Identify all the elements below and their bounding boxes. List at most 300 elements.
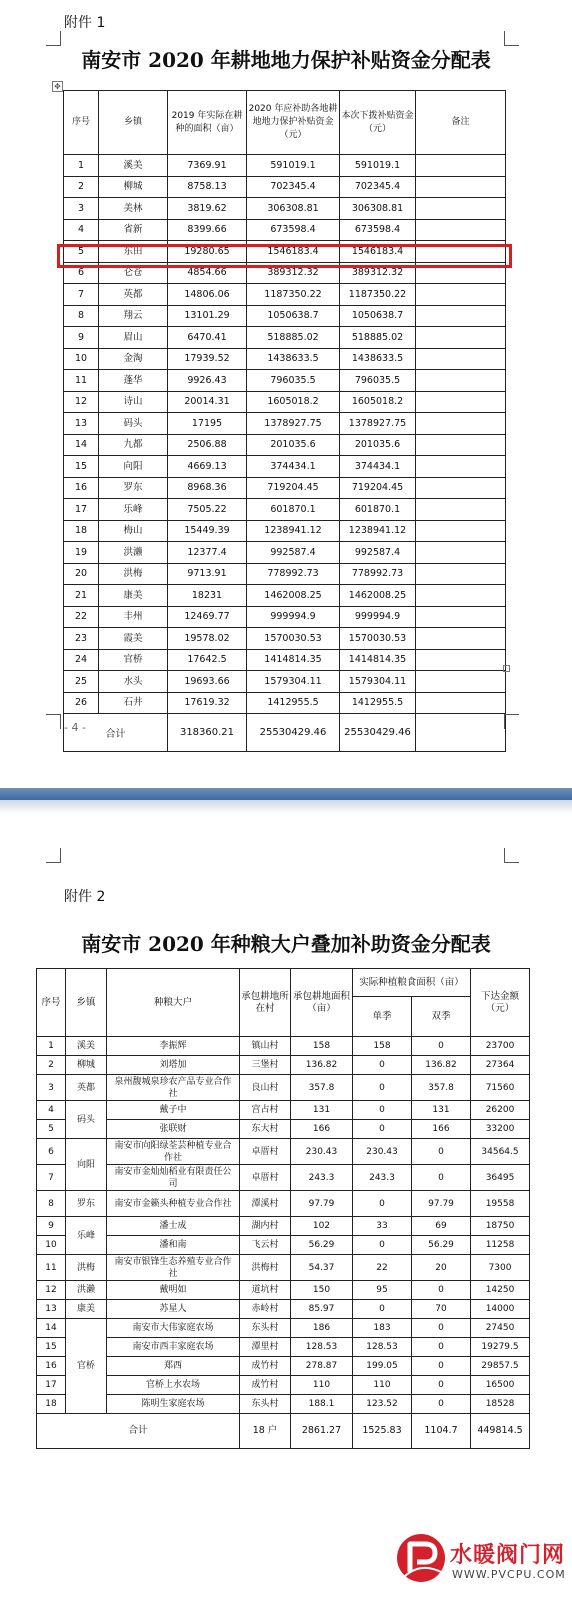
col-header-contract-area: 承包耕地面积（亩） (291, 969, 353, 1037)
cell-town: 乐峰 (66, 1217, 107, 1255)
cell-seq: 8 (37, 1191, 66, 1217)
total-single-season: 1525.83 (353, 1414, 412, 1449)
cell-grower: 戴子中 (107, 1101, 240, 1120)
cell-seq: 9 (37, 1217, 66, 1236)
cell-grower: 南安市银锋生态养殖专业合作社 (107, 1255, 240, 1281)
cell-allocated-funds: 719204.45 (340, 477, 416, 499)
cell-contract-area: 188.1 (291, 1395, 353, 1414)
cell-single-season: 183 (353, 1319, 412, 1338)
total-label: 合计 (64, 714, 168, 752)
cell-seq: 23 (64, 628, 99, 650)
cell-town: 罗东 (99, 477, 168, 499)
col-header-seq: 序号 (37, 969, 66, 1037)
cell-double-season: 0 (412, 1139, 471, 1165)
page-corner-mark (504, 31, 519, 46)
cell-amount: 19279.5 (471, 1338, 530, 1357)
cell-town: 洪濑 (99, 542, 168, 564)
cell-double-season: 0 (412, 1376, 471, 1395)
cell-amount: 71560 (471, 1075, 530, 1101)
cell-allocated-funds: 1187350.22 (340, 284, 416, 306)
cell-contract-area: 136.82 (291, 1056, 353, 1075)
cell-seq: 24 (64, 649, 99, 671)
cell-area: 3819.62 (168, 198, 247, 220)
cell-area: 13101.29 (168, 305, 247, 327)
cell-seq: 11 (64, 370, 99, 392)
table-row (64, 391, 506, 413)
cell-double-season: 0 (412, 1338, 471, 1357)
cell-area: 20014.31 (168, 391, 247, 413)
cell-village: 成竹村 (240, 1376, 291, 1395)
cell-grower: 戴明如 (107, 1281, 240, 1300)
cell-seq: 25 (64, 671, 99, 693)
cell-seq: 2 (37, 1056, 66, 1075)
total-area: 318360.21 (168, 714, 247, 752)
cell-contract-area: 243.3 (291, 1165, 353, 1191)
cell-area: 4854.66 (168, 262, 247, 284)
cell-double-season: 0 (412, 1395, 471, 1414)
cell-contract-area: 56.29 (291, 1236, 353, 1255)
cell-allocated-funds: 389312.32 (340, 262, 416, 284)
cell-town: 洪濑 (66, 1281, 107, 1300)
cell-area: 17195 (168, 413, 247, 435)
cell-contract-area: 110 (291, 1376, 353, 1395)
cell-seq: 9 (64, 327, 99, 349)
cell-contract-area: 230.43 (291, 1139, 353, 1165)
total-count: 18 户 (240, 1414, 291, 1449)
table-row (37, 1319, 530, 1338)
cell-area: 6470.41 (168, 327, 247, 349)
table-row (37, 1395, 530, 1414)
cell-town: 溪美 (99, 155, 168, 177)
cell-village: 洪梅村 (240, 1255, 291, 1281)
cell-double-season: 20 (412, 1255, 471, 1281)
cell-area: 12377.4 (168, 542, 247, 564)
cell-grower: 泉州馥城泉珍农产品专业合作社 (107, 1075, 240, 1101)
cell-area: 14806.06 (168, 284, 247, 306)
cell-grower: 陈明生家庭农场 (107, 1395, 240, 1414)
cell-seq: 15 (37, 1338, 66, 1357)
cell-allocated-funds: 1605018.2 (340, 391, 416, 413)
cell-remarks (416, 284, 506, 306)
cell-contract-area: 150 (291, 1281, 353, 1300)
cell-area: 7369.91 (168, 155, 247, 177)
table-row (37, 1037, 530, 1056)
table-row (64, 284, 506, 306)
cell-single-season: 123.52 (353, 1395, 412, 1414)
col-header-due-funds: 2020 年应补助各地耕地地力保护补贴资金（元） (247, 91, 340, 155)
col-header-village: 承包耕地所在村 (240, 969, 291, 1037)
cell-village: 良山村 (240, 1075, 291, 1101)
row-highlight-box (57, 244, 512, 268)
cell-remarks (416, 434, 506, 456)
cell-seq: 14 (37, 1319, 66, 1338)
cell-grower: 南安市金灿灿稻业有限责任公司 (107, 1165, 240, 1191)
table-row (37, 1120, 530, 1139)
cell-town: 康美 (99, 585, 168, 607)
table-row (64, 456, 506, 478)
col-header-remarks: 备注 (416, 91, 506, 155)
cell-allocated-funds: 1238941.12 (340, 520, 416, 542)
cell-seq: 18 (37, 1395, 66, 1414)
table-row (64, 477, 506, 499)
col-header-double-season: 双季 (412, 997, 471, 1037)
cell-due-funds: 1412955.5 (247, 692, 340, 714)
cell-amount: 29857.5 (471, 1357, 530, 1376)
cell-town: 向阳 (99, 456, 168, 478)
cell-remarks (416, 155, 506, 177)
cell-seq: 7 (37, 1165, 66, 1191)
cell-town: 仑苍 (99, 262, 168, 284)
cell-town: 蓬华 (99, 370, 168, 392)
cell-village: 赤岭村 (240, 1300, 291, 1319)
cell-due-funds: 1187350.22 (247, 284, 340, 306)
table-row (64, 563, 506, 585)
cell-town: 洪梅 (66, 1255, 107, 1281)
cell-single-season: 199.05 (353, 1357, 412, 1376)
table-row (64, 327, 506, 349)
cell-area: 17642.5 (168, 649, 247, 671)
cell-contract-area: 186 (291, 1319, 353, 1338)
cell-seq: 6 (64, 262, 99, 284)
cell-remarks (416, 649, 506, 671)
cell-single-season: 230.43 (353, 1139, 412, 1165)
table-row (37, 1236, 530, 1255)
cell-remarks (416, 456, 506, 478)
cell-amount: 26200 (471, 1101, 530, 1120)
cell-allocated-funds: 591019.1 (340, 155, 416, 177)
cell-due-funds: 1605018.2 (247, 391, 340, 413)
cell-seq: 11 (37, 1255, 66, 1281)
cell-double-season: 0 (412, 1357, 471, 1376)
table-resize-handle[interactable] (503, 665, 510, 672)
cell-double-season: 56.29 (412, 1236, 471, 1255)
subsidy-table-1 (63, 90, 506, 752)
cell-seq: 17 (37, 1376, 66, 1395)
cell-allocated-funds: 518885.02 (340, 327, 416, 349)
cell-allocated-funds: 306308.81 (340, 198, 416, 220)
cell-seq: 8 (64, 305, 99, 327)
cell-seq: 15 (64, 456, 99, 478)
total-row (64, 714, 506, 752)
cell-due-funds: 1438633.5 (247, 348, 340, 370)
cell-seq: 12 (37, 1281, 66, 1300)
cell-allocated-funds: 201035.6 (340, 434, 416, 456)
cell-allocated-funds: 796035.5 (340, 370, 416, 392)
cell-allocated-funds: 778992.73 (340, 563, 416, 585)
cell-due-funds: 1546183.4 (247, 241, 340, 263)
cell-grower: 潘和南 (107, 1236, 240, 1255)
cell-double-season: 166 (412, 1120, 471, 1139)
total-due-funds: 25530429.46 (247, 714, 340, 752)
cell-amount: 14250 (471, 1281, 530, 1300)
table-row (37, 1255, 530, 1281)
table-row (64, 542, 506, 564)
cell-town: 码头 (66, 1101, 107, 1139)
cell-contract-area: 85.97 (291, 1300, 353, 1319)
cell-grower: 张联财 (107, 1120, 240, 1139)
cell-seq: 13 (37, 1300, 66, 1319)
col-header-allocated-funds: 本次下拨补贴资金（元） (340, 91, 416, 155)
attachment-2-label: 附件 2 (64, 889, 106, 905)
table-row (64, 305, 506, 327)
cell-seq: 17 (64, 499, 99, 521)
table-row (37, 1075, 530, 1101)
cell-area: 9713.91 (168, 563, 247, 585)
cell-town: 洪梅 (99, 563, 168, 585)
cell-seq: 5 (37, 1120, 66, 1139)
cell-contract-area: 54.37 (291, 1255, 353, 1281)
col-header-seq: 序号 (64, 91, 99, 155)
table-row (37, 1357, 530, 1376)
cell-town: 眉山 (99, 327, 168, 349)
cell-due-funds: 1238941.12 (247, 520, 340, 542)
cell-due-funds: 992587.4 (247, 542, 340, 564)
cell-town: 丰州 (99, 606, 168, 628)
cell-seq: 20 (64, 563, 99, 585)
page-number: - 4 - (64, 721, 86, 734)
cell-seq: 26 (64, 692, 99, 714)
cell-village: 宫占村 (240, 1101, 291, 1120)
cell-amount: 7300 (471, 1255, 530, 1281)
table-row (64, 176, 506, 198)
cell-remarks (416, 370, 506, 392)
cell-area: 8758.13 (168, 176, 247, 198)
cell-allocated-funds: 1462008.25 (340, 585, 416, 607)
watermark-site-name: 水暖阀门网 (450, 1543, 566, 1568)
cell-allocated-funds: 1412955.5 (340, 692, 416, 714)
cell-grower: 郑西 (107, 1357, 240, 1376)
table-row (64, 692, 506, 714)
table-row (37, 1139, 530, 1165)
subsidy-table-2 (36, 968, 530, 1449)
cell-double-season: 136.82 (412, 1056, 471, 1075)
table-row (37, 1101, 530, 1120)
cell-remarks (416, 606, 506, 628)
cell-single-season: 0 (353, 1120, 412, 1139)
cell-seq: 10 (37, 1236, 66, 1255)
cell-town: 霞美 (99, 628, 168, 650)
col-header-grower: 种粮大户 (107, 969, 240, 1037)
page-corner-mark (46, 714, 61, 729)
cell-due-funds: 702345.4 (247, 176, 340, 198)
table-row (64, 671, 506, 693)
cell-seq: 19 (64, 542, 99, 564)
cell-double-season: 0 (412, 1165, 471, 1191)
total-amount: 449814.5 (471, 1414, 530, 1449)
cell-grower: 南安市向阳绿荃芸种植专业合作社 (107, 1139, 240, 1165)
cell-amount: 23700 (471, 1037, 530, 1056)
cell-due-funds: 374434.1 (247, 456, 340, 478)
cell-seq: 2 (64, 176, 99, 198)
table-row (37, 1281, 530, 1300)
total-row (37, 1414, 530, 1449)
cell-area: 8399.66 (168, 219, 247, 241)
cell-grower: 李振辉 (107, 1037, 240, 1056)
cell-village: 三堡村 (240, 1056, 291, 1075)
cell-contract-area: 131 (291, 1101, 353, 1120)
cell-seq: 16 (37, 1357, 66, 1376)
table1-title: 南安市 2020 年耕地地力保护补贴资金分配表 (81, 48, 491, 72)
col-header-amount: 下达金额（元） (471, 969, 530, 1037)
cell-single-season: 158 (353, 1037, 412, 1056)
cell-allocated-funds: 1579304.11 (340, 671, 416, 693)
cell-town: 石井 (99, 692, 168, 714)
table-row (37, 1217, 530, 1236)
cell-allocated-funds: 673598.4 (340, 219, 416, 241)
cell-village: 潭溪村 (240, 1191, 291, 1217)
cell-area: 8968.36 (168, 477, 247, 499)
cell-remarks (416, 413, 506, 435)
cell-seq: 12 (64, 391, 99, 413)
cell-town: 水头 (99, 671, 168, 693)
table-row (37, 1376, 530, 1395)
cell-seq: 18 (64, 520, 99, 542)
cell-town: 美林 (99, 198, 168, 220)
cell-due-funds: 306308.81 (247, 198, 340, 220)
cell-seq: 14 (64, 434, 99, 456)
cell-area: 19578.02 (168, 628, 247, 650)
cell-allocated-funds: 1050638.7 (340, 305, 416, 327)
table-row (64, 649, 506, 671)
cell-town: 英都 (99, 284, 168, 306)
cell-allocated-funds: 1570030.53 (340, 628, 416, 650)
cell-grower: 南安市大伟家庭农场 (107, 1319, 240, 1338)
cell-town: 金淘 (99, 348, 168, 370)
table-header-row (37, 969, 530, 997)
cell-amount: 27450 (471, 1319, 530, 1338)
cell-amount: 36495 (471, 1165, 530, 1191)
total-contract-area: 2861.27 (291, 1414, 353, 1449)
cell-area: 17619.32 (168, 692, 247, 714)
table-row (64, 499, 506, 521)
table-move-handle-icon[interactable]: ✥ (52, 81, 63, 92)
cell-single-season: 243.3 (353, 1165, 412, 1191)
cell-allocated-funds: 1414814.35 (340, 649, 416, 671)
cell-due-funds: 1462008.25 (247, 585, 340, 607)
total-remarks (416, 714, 506, 752)
cell-remarks (416, 198, 506, 220)
cell-area: 4669.13 (168, 456, 247, 478)
cell-town: 省新 (99, 219, 168, 241)
cell-remarks (416, 499, 506, 521)
cell-allocated-funds: 702345.4 (340, 176, 416, 198)
cell-amount: 14000 (471, 1300, 530, 1319)
table-row (64, 370, 506, 392)
cell-town: 柳城 (99, 176, 168, 198)
cell-due-funds: 389312.32 (247, 262, 340, 284)
cell-allocated-funds: 1546183.4 (340, 241, 416, 263)
cell-village: 潭里村 (240, 1338, 291, 1357)
cell-amount: 19558 (471, 1191, 530, 1217)
cell-village: 湖内村 (240, 1217, 291, 1236)
cell-remarks (416, 628, 506, 650)
cell-area: 19693.66 (168, 671, 247, 693)
cell-seq: 3 (37, 1075, 66, 1101)
table-row (64, 348, 506, 370)
cell-village: 东头村 (240, 1395, 291, 1414)
cell-double-season: 0 (412, 1037, 471, 1056)
cell-town: 官桥 (99, 649, 168, 671)
cell-town: 英都 (66, 1075, 107, 1101)
watermark-site-url: WWW.PVCPU.COM (452, 1568, 566, 1581)
table-row (64, 155, 506, 177)
table-header-row (64, 91, 506, 155)
page-corner-mark (46, 31, 61, 46)
page-corner-mark (46, 848, 61, 863)
cell-seq: 13 (64, 413, 99, 435)
cell-seq: 6 (37, 1139, 66, 1165)
cell-contract-area: 128.53 (291, 1338, 353, 1357)
table-row (64, 219, 506, 241)
table2-title: 南安市 2020 年种粮大户叠加补助资金分配表 (81, 932, 491, 956)
cell-double-season: 97.79 (412, 1191, 471, 1217)
cell-due-funds: 1414814.35 (247, 649, 340, 671)
cell-grower: 潘士成 (107, 1217, 240, 1236)
cell-double-season: 70 (412, 1300, 471, 1319)
cell-town: 码头 (99, 413, 168, 435)
cell-single-season: 0 (353, 1236, 412, 1255)
cell-town: 乐峰 (99, 499, 168, 521)
cell-seq: 5 (64, 241, 99, 263)
total-double-season: 1104.7 (412, 1414, 471, 1449)
cell-grower: 南安市西丰家庭农场 (107, 1338, 240, 1357)
col-header-actual-area: 实际种植粮食面积（亩） (353, 969, 471, 997)
cell-town: 溪美 (66, 1037, 107, 1056)
table-row (64, 198, 506, 220)
cell-remarks (416, 219, 506, 241)
table-row (37, 1300, 530, 1319)
table-row (64, 413, 506, 435)
cell-area: 17939.52 (168, 348, 247, 370)
cell-seq: 7 (64, 284, 99, 306)
cell-single-season: 128.53 (353, 1338, 412, 1357)
cell-village: 道坑村 (240, 1281, 291, 1300)
table-row (37, 1165, 530, 1191)
cell-allocated-funds: 601870.1 (340, 499, 416, 521)
cell-amount: 16500 (471, 1376, 530, 1395)
cell-amount: 11258 (471, 1236, 530, 1255)
cell-due-funds: 1570030.53 (247, 628, 340, 650)
cell-single-season: 0 (353, 1191, 412, 1217)
cell-area: 9926.43 (168, 370, 247, 392)
cell-due-funds: 796035.5 (247, 370, 340, 392)
cell-amount: 18528 (471, 1395, 530, 1414)
cell-double-season: 69 (412, 1217, 471, 1236)
cell-area: 19280.65 (168, 241, 247, 263)
cell-single-season: 110 (353, 1376, 412, 1395)
cell-grower: 南安市金籁头种植专业合作社 (107, 1191, 240, 1217)
page-separator-shadow (0, 800, 572, 814)
total-allocated-funds: 25530429.46 (340, 714, 416, 752)
cell-double-season: 131 (412, 1101, 471, 1120)
cell-area: 7505.22 (168, 499, 247, 521)
cell-single-season: 95 (353, 1281, 412, 1300)
col-header-single-season: 单季 (353, 997, 412, 1037)
cell-due-funds: 201035.6 (247, 434, 340, 456)
cell-area: 2506.88 (168, 434, 247, 456)
cell-single-season: 22 (353, 1255, 412, 1281)
cell-remarks (416, 305, 506, 327)
cell-town: 梅山 (99, 520, 168, 542)
cell-village: 镇山村 (240, 1037, 291, 1056)
cell-town: 翔云 (99, 305, 168, 327)
cell-contract-area: 102 (291, 1217, 353, 1236)
cell-village: 飞云村 (240, 1236, 291, 1255)
page-separator (0, 788, 572, 800)
table-row (37, 1338, 530, 1357)
cell-remarks (416, 391, 506, 413)
cell-seq: 4 (64, 219, 99, 241)
